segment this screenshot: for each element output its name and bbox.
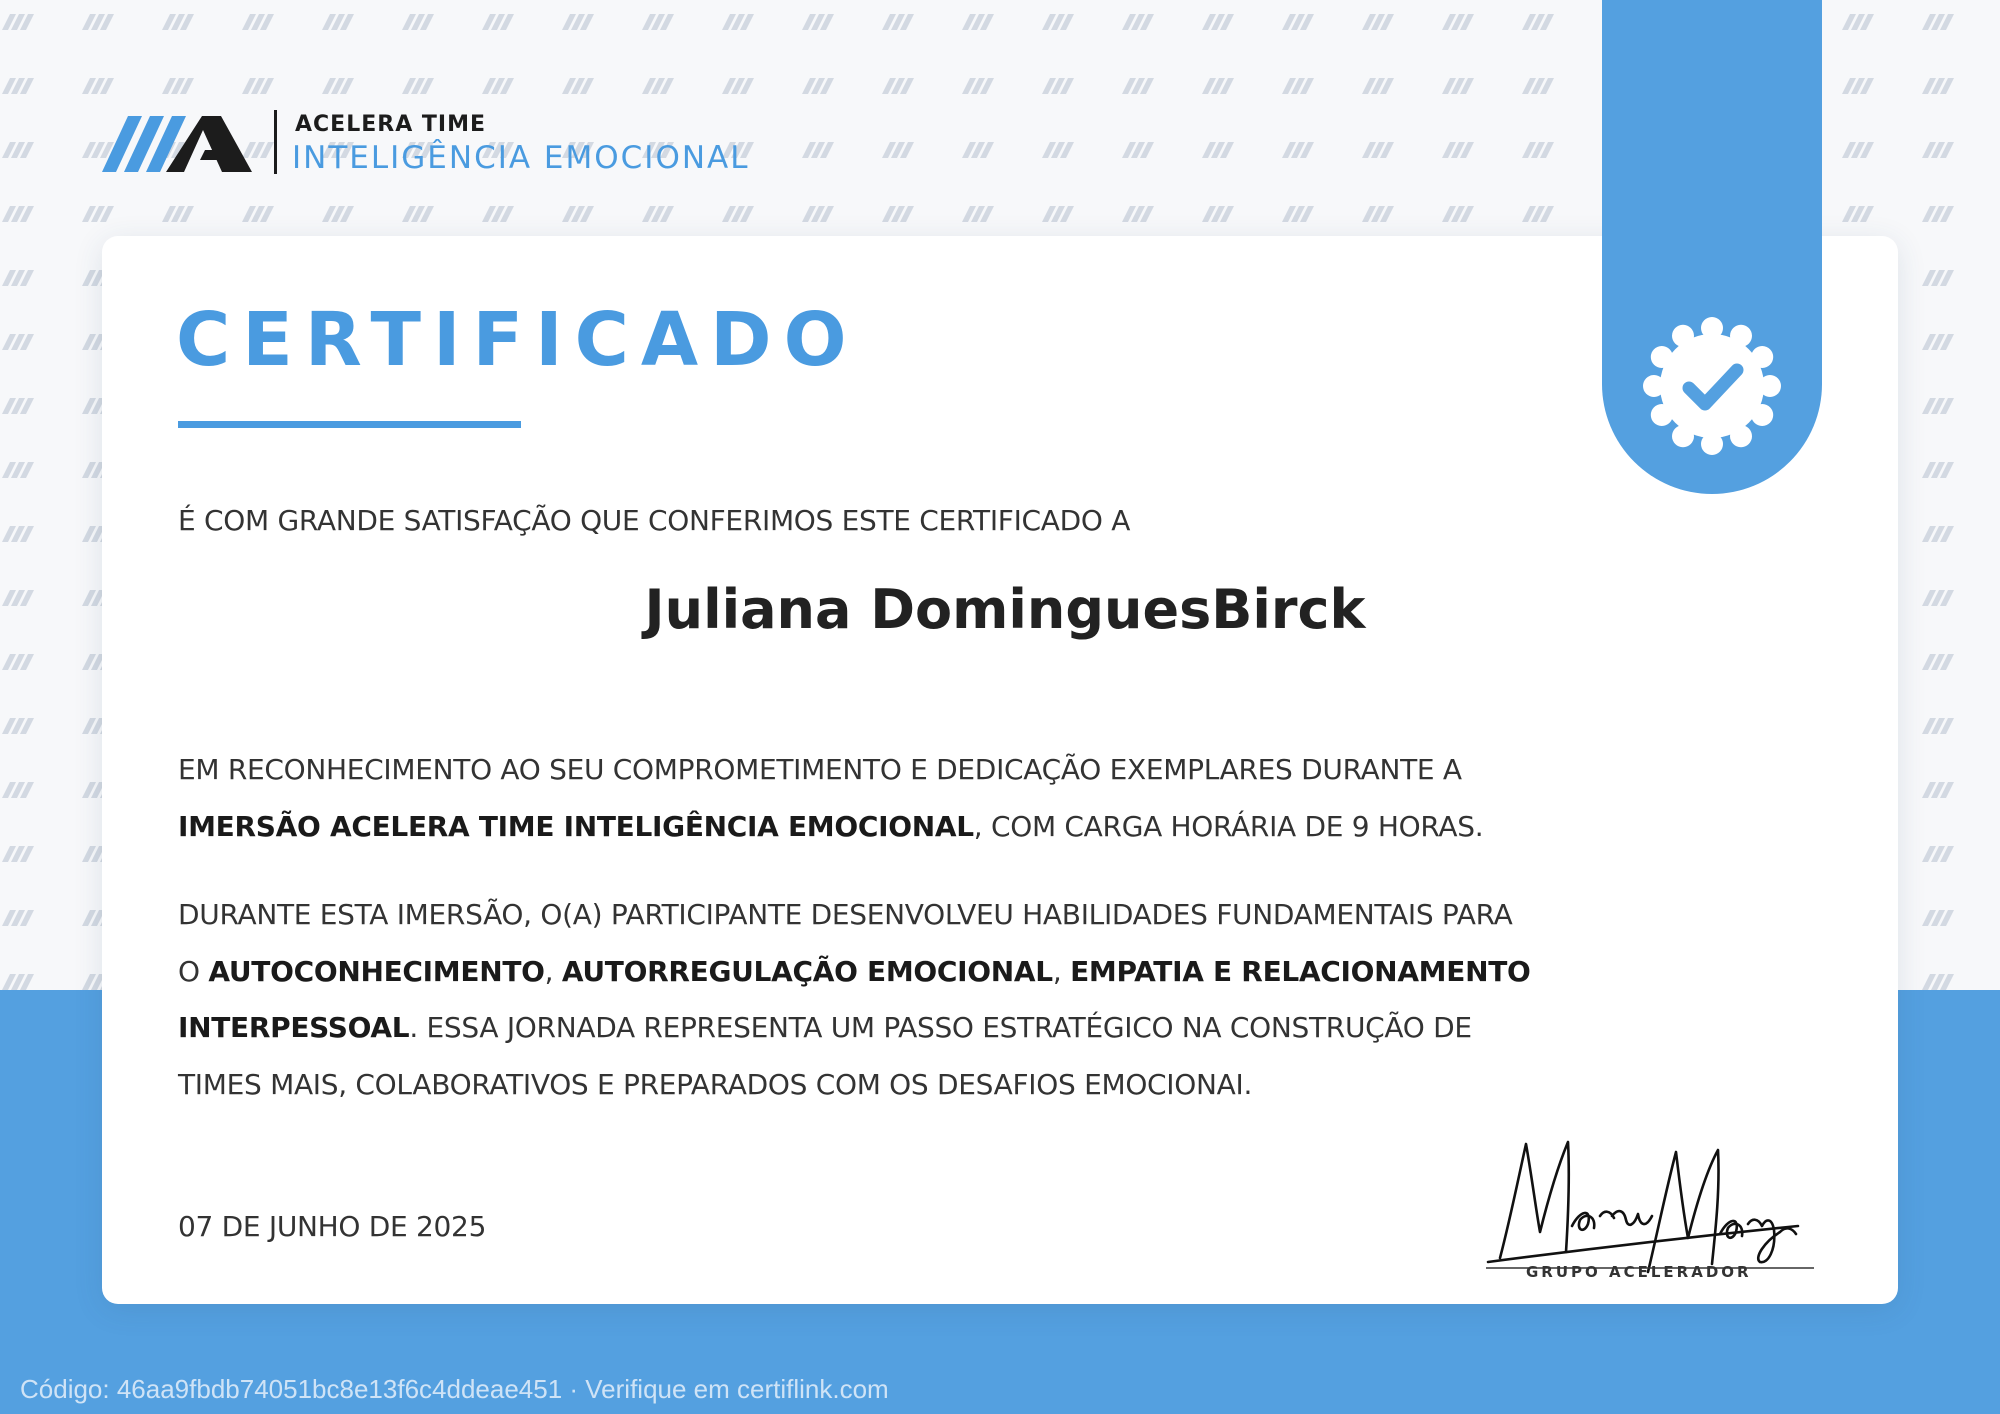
recipient-name: Juliana DominguesBirck xyxy=(644,578,1366,641)
description-line-3 xyxy=(178,1011,1472,1044)
verified-badge-icon xyxy=(1642,316,1782,456)
skill-interpersonal: INTERPESSOAL xyxy=(178,1011,410,1044)
acelera-logo-icon xyxy=(102,110,262,176)
separator: , xyxy=(1052,955,1071,988)
recognition-line-2 xyxy=(178,810,1483,843)
description-line-1: DURANTE ESTA IMERSÃO, O(A) PARTICIPANTE DESENVOLVEU HABILIDADES FUNDAMENTAIS PARA xyxy=(178,898,1513,931)
course-name: IMERSÃO ACELERA TIME INTELIGÊNCIA EMOCIONAL xyxy=(178,810,974,843)
description-line-4: TIMES MAIS, COLABORATIVOS E PREPARADOS COM OS DESAFIOS EMOCIONAI. xyxy=(178,1068,1253,1101)
skill-empathy: EMPATIA E RELACIONAMENTO xyxy=(1070,955,1531,988)
description-continuation: . ESSA JORNADA REPRESENTA UM PASSO ESTRATÉGICO NA CONSTRUÇÃO DE xyxy=(409,1011,1472,1044)
verification-footer: Código: 46aa9fbdb74051bc8e13f6c4ddeae451 · Verifique em certiflink.com xyxy=(20,1374,889,1404)
certificate-title: CERTIFICADO xyxy=(176,297,859,383)
workload-text: , COM CARGA HORÁRIA DE 9 HORAS. xyxy=(973,810,1484,843)
intro-text: É COM GRANDE SATISFAÇÃO QUE CONFERIMOS ESTE CERTIFICADO A xyxy=(178,504,1131,537)
logo-brand-name: ACELERA TIME xyxy=(295,112,486,137)
skill-self-knowledge: AUTOCONHECIMENTO xyxy=(208,955,545,988)
brand-logo xyxy=(102,106,882,186)
issue-date: 07 DE JUNHO DE 2025 xyxy=(178,1210,487,1243)
recognition-line-1: EM RECONHECIMENTO AO SEU COMPROMETIMENTO E DEDICAÇÃO EXEMPLARES DURANTE A xyxy=(178,753,1462,786)
separator: , xyxy=(544,955,562,988)
signature-caption: GRUPO ACELERADOR xyxy=(1526,1263,1752,1281)
logo-program-name: INTELIGÊNCIA EMOCIONAL xyxy=(292,140,750,176)
logo-divider xyxy=(274,110,277,174)
title-underline xyxy=(178,421,521,428)
skill-self-regulation: AUTORREGULAÇÃO EMOCIONAL xyxy=(561,955,1053,988)
description-prefix: O xyxy=(178,955,209,988)
description-line-2 xyxy=(178,955,1531,988)
